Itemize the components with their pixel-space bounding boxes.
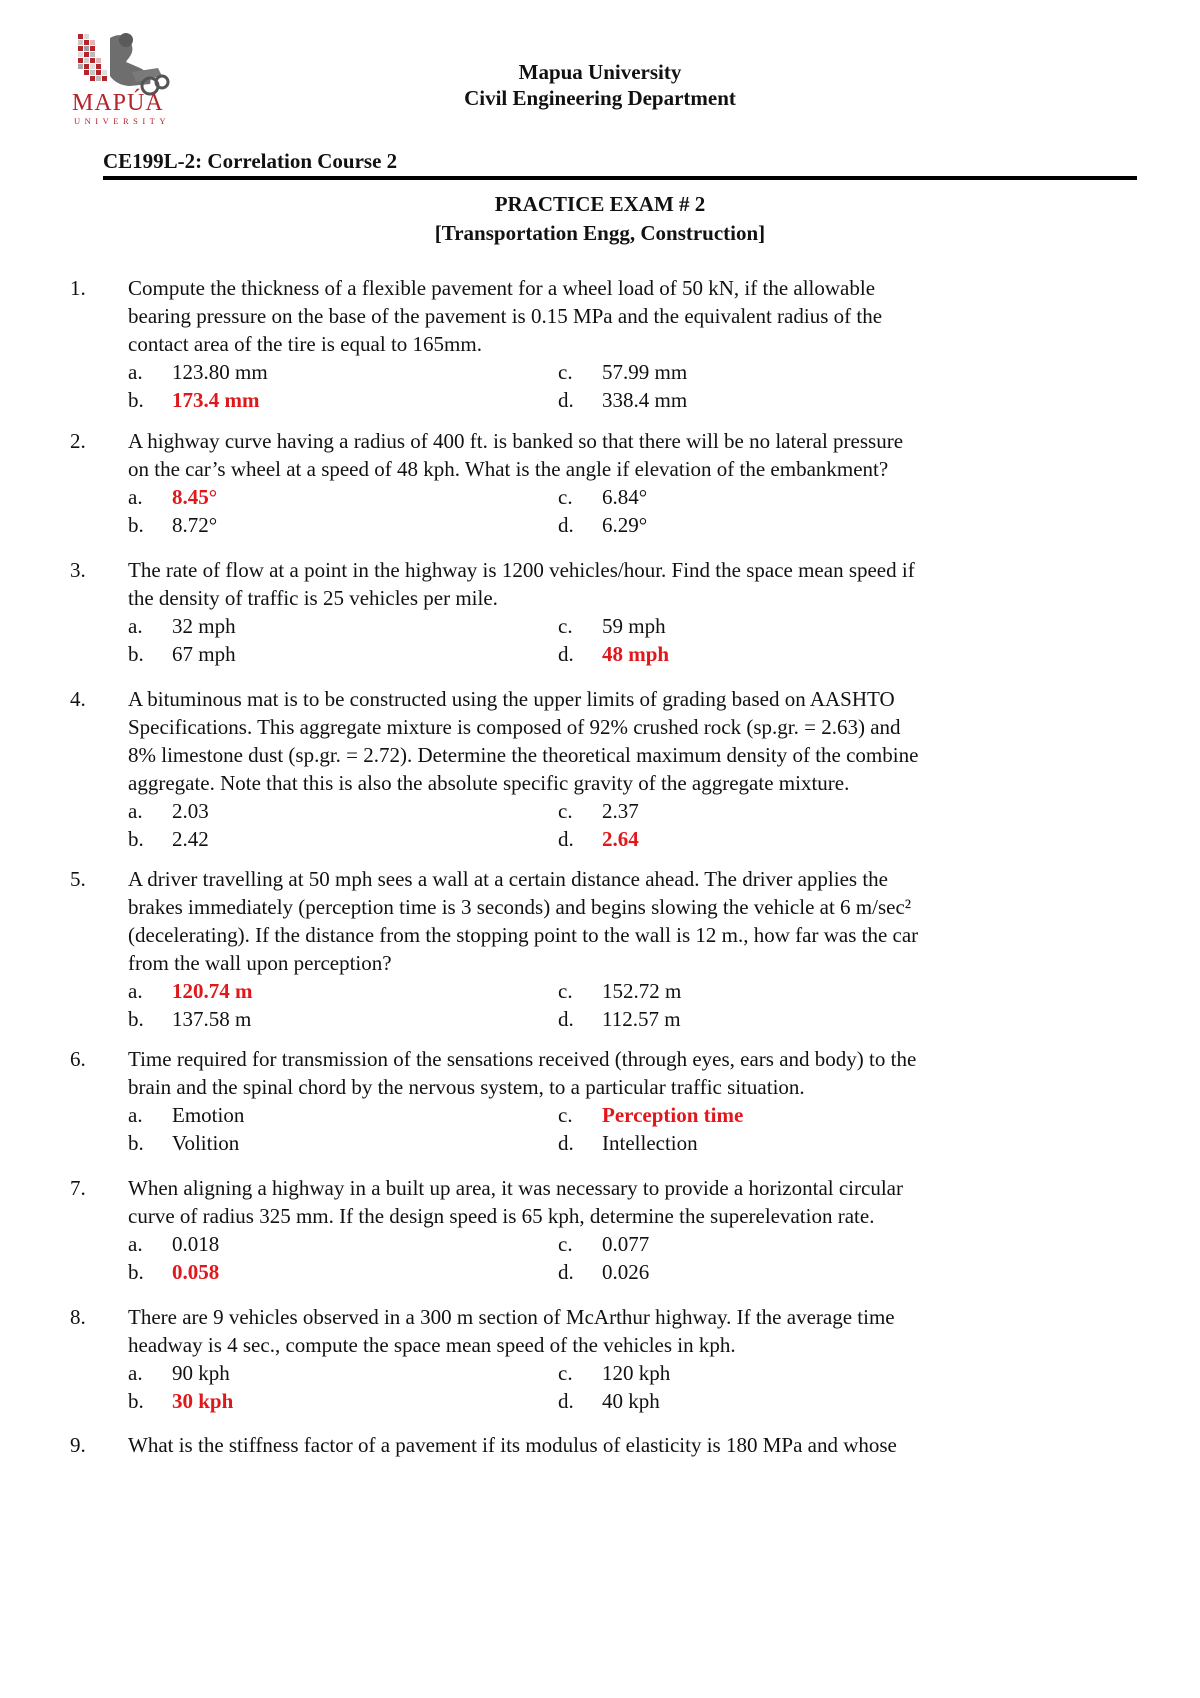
choice-letter: c.	[558, 799, 573, 823]
question-text-line: A driver travelling at 50 mph sees a wall at a certain distance ahead. The driver applies the	[128, 867, 888, 891]
choice-letter: b.	[128, 1260, 144, 1284]
choice-letter: d.	[558, 388, 574, 412]
choice-value: 137.58 m	[172, 1007, 252, 1031]
question-text	[128, 1174, 1118, 1230]
question-text-line: curve of radius 325 mm. If the design speed is 65 kph, determine the superelevation rate.	[128, 1204, 875, 1228]
question-number: 4.	[70, 687, 86, 711]
choice-d	[558, 1005, 681, 1033]
question-2	[70, 427, 1150, 539]
choice-value: 6.84°	[602, 485, 648, 509]
choice-d	[558, 1258, 649, 1286]
choice-c	[558, 483, 647, 511]
question-1	[70, 274, 1150, 414]
choice-letter: b.	[128, 1007, 144, 1031]
exam-subtitle: [Transportation Engg, Construction]	[434, 221, 766, 245]
choice-a	[128, 1230, 219, 1258]
question-text-line: the density of traffic is 25 vehicles per mile.	[128, 586, 498, 610]
choice-value: 90 kph	[172, 1361, 230, 1385]
question-text-line: brain and the spinal chord by the nervous system, to a particular traffic situation.	[128, 1075, 805, 1099]
choice-value: 120.74 m	[172, 979, 253, 1003]
question-6	[70, 1045, 1150, 1157]
answer-choices	[128, 1101, 1150, 1157]
choice-c	[558, 977, 681, 1005]
course-title: CE199L-2: Correlation Course 2	[103, 149, 398, 173]
question-text	[128, 427, 1118, 483]
choice-letter: c.	[558, 614, 573, 638]
choice-a-correct-answer	[128, 977, 253, 1005]
question-text-line: contact area of the tire is equal to 165mm.	[128, 332, 482, 356]
question-text	[128, 865, 1118, 977]
question-text-line: aggregate. Note that this is also the absolute specific gravity of the aggregate mixture.	[128, 771, 850, 795]
logo-wordmark: MAPÚA	[72, 90, 164, 116]
answer-choices	[128, 483, 1150, 539]
exam-title: PRACTICE EXAM # 2	[494, 192, 706, 216]
choice-value: 59 mph	[602, 614, 666, 638]
choice-letter: d.	[558, 1260, 574, 1284]
question-number: 1.	[70, 276, 86, 300]
question-text-line: When aligning a highway in a built up area, it was necessary to provide a horizontal circular	[128, 1176, 903, 1200]
choice-value: 0.077	[602, 1232, 650, 1256]
question-text	[128, 1431, 1118, 1459]
choice-value: 2.03	[172, 799, 209, 823]
choice-letter: a.	[128, 1232, 143, 1256]
choice-a-correct-answer	[128, 483, 217, 511]
choice-letter: a.	[128, 614, 143, 638]
choice-value: Intellection	[602, 1131, 698, 1155]
question-number: 9.	[70, 1433, 86, 1457]
question-5	[70, 865, 1150, 1033]
answer-choices	[128, 358, 1150, 414]
choice-c	[558, 1230, 649, 1258]
choice-value: Perception time	[602, 1103, 744, 1127]
choice-value: 112.57 m	[602, 1007, 681, 1031]
choice-d-correct-answer	[558, 640, 669, 668]
choice-b-correct-answer	[128, 386, 260, 414]
choice-letter: b.	[128, 827, 144, 851]
choice-value: 48 mph	[602, 642, 670, 666]
choice-value: 32 mph	[172, 614, 236, 638]
answer-choices	[128, 612, 1150, 668]
choice-value: 0.058	[172, 1260, 220, 1284]
choice-letter: d.	[558, 642, 574, 666]
question-8	[70, 1303, 1150, 1415]
choice-letter: c.	[558, 485, 573, 509]
question-number: 6.	[70, 1047, 86, 1071]
question-text	[128, 1045, 1118, 1101]
choice-letter: c.	[558, 979, 573, 1003]
choice-a	[128, 1359, 230, 1387]
question-number: 5.	[70, 867, 86, 891]
question-number: 8.	[70, 1305, 86, 1329]
choice-c-correct-answer	[558, 1101, 743, 1129]
question-text-line: Compute the thickness of a flexible pavement for a wheel load of 50 kN, if the allowable	[128, 276, 876, 300]
question-number: 7.	[70, 1176, 86, 1200]
choice-value: 0.026	[602, 1260, 650, 1284]
question-text-line: 8% limestone dust (sp.gr. = 2.72). Determine the theoretical maximum density of the combine	[128, 743, 919, 767]
answer-choices	[128, 1230, 1150, 1286]
choice-letter: a.	[128, 485, 143, 509]
choice-letter: d.	[558, 1007, 574, 1031]
header-divider	[103, 176, 1137, 180]
choice-value: 40 kph	[602, 1389, 660, 1413]
choice-a	[128, 797, 209, 825]
question-text-line: A bituminous mat is to be constructed using the upper limits of grading based on AASHTO	[128, 687, 895, 711]
choice-value: 152.72 m	[602, 979, 682, 1003]
choice-value: 2.42	[172, 827, 209, 851]
choice-b-correct-answer	[128, 1258, 219, 1286]
choice-value: 0.018	[172, 1232, 220, 1256]
choice-letter: a.	[128, 979, 143, 1003]
choice-value: Emotion	[172, 1103, 245, 1127]
choice-d	[558, 386, 687, 414]
choice-value: 8.72°	[172, 513, 218, 537]
question-4	[70, 685, 1150, 853]
choice-value: 6.29°	[602, 513, 648, 537]
choice-letter: a.	[128, 360, 143, 384]
question-7	[70, 1174, 1150, 1286]
question-number: 3.	[70, 558, 86, 582]
question-text	[128, 274, 1118, 358]
choice-letter: b.	[128, 1131, 144, 1155]
choice-b	[128, 640, 236, 668]
question-text-line: on the car’s wheel at a speed of 48 kph. What is the angle if elevation of the embankment?	[128, 457, 889, 481]
answer-choices	[128, 1359, 1150, 1415]
choice-letter: a.	[128, 1361, 143, 1385]
question-text-line: The rate of flow at a point in the highway is 1200 vehicles/hour. Find the space mean speed if	[128, 558, 915, 582]
question-text-line: bearing pressure on the base of the pavement is 0.15 MPa and the equivalent radius of the	[128, 304, 883, 328]
answer-choices	[128, 977, 1150, 1033]
choice-letter: c.	[558, 1232, 573, 1256]
choice-d-correct-answer	[558, 825, 639, 853]
choice-letter: d.	[558, 513, 574, 537]
choice-letter: c.	[558, 1103, 573, 1127]
choice-b	[128, 1005, 251, 1033]
question-text-line: Specifications. This aggregate mixture is composed of 92% crushed rock (sp.gr. = 2.63) and	[128, 715, 901, 739]
choice-d	[558, 511, 647, 539]
choice-value: 120 kph	[602, 1361, 671, 1385]
choice-d	[558, 1387, 660, 1415]
question-3	[70, 556, 1150, 668]
choice-value: 2.37	[602, 799, 639, 823]
choice-letter: c.	[558, 360, 573, 384]
question-text-line: A highway curve having a radius of 400 ft. is banked so that there will be no lateral pressure	[128, 429, 904, 453]
question-text	[128, 685, 1118, 797]
choice-letter: c.	[558, 1361, 573, 1385]
choice-letter: a.	[128, 1103, 143, 1127]
choice-letter: b.	[128, 513, 144, 537]
choice-b-correct-answer	[128, 1387, 233, 1415]
question-text	[128, 1303, 1118, 1359]
choice-a	[128, 1101, 244, 1129]
choice-value: Volition	[172, 1131, 240, 1155]
choice-value: 338.4 mm	[602, 388, 688, 412]
question-text-line: (decelerating). If the distance from the stopping point to the wall is 12 m., how far was the car	[128, 923, 919, 947]
choice-b	[128, 825, 209, 853]
choice-value: 30 kph	[172, 1389, 234, 1413]
choice-value: 173.4 mm	[172, 388, 260, 412]
question-9	[70, 1431, 1150, 1459]
choice-value: 67 mph	[172, 642, 236, 666]
choice-b	[128, 1129, 239, 1157]
department-name: Civil Engineering Department	[464, 86, 736, 110]
choice-d	[558, 1129, 698, 1157]
choice-a	[128, 612, 236, 640]
choice-letter: b.	[128, 642, 144, 666]
choice-c	[558, 612, 666, 640]
choice-c	[558, 358, 687, 386]
choice-c	[558, 797, 639, 825]
choice-value: 57.99 mm	[602, 360, 688, 384]
question-text-line: There are 9 vehicles observed in a 300 m section of McArthur highway. If the average time	[128, 1305, 895, 1329]
choice-letter: d.	[558, 1131, 574, 1155]
question-text	[128, 556, 1118, 612]
choice-value: 2.64	[602, 827, 639, 851]
choice-b	[128, 511, 217, 539]
choice-letter: b.	[128, 1389, 144, 1413]
question-text-line: from the wall upon perception?	[128, 951, 392, 975]
question-text-line: Time required for transmission of the sensations received (through eyes, ears and body) to the	[128, 1047, 917, 1071]
choice-a	[128, 358, 268, 386]
choice-letter: b.	[128, 388, 144, 412]
choice-c	[558, 1359, 670, 1387]
choice-letter: d.	[558, 827, 574, 851]
question-text-line: brakes immediately (perception time is 3 seconds) and begins slowing the vehicle at 6 m/sec²	[128, 895, 912, 919]
choice-value: 8.45°	[172, 485, 218, 509]
question-number: 2.	[70, 429, 86, 453]
choice-letter: d.	[558, 1389, 574, 1413]
logo-subtext: UNIVERSITY	[74, 116, 170, 126]
answer-choices	[128, 797, 1150, 853]
choice-letter: a.	[128, 799, 143, 823]
question-text-line: What is the stiffness factor of a pavement if its modulus of elasticity is 180 MPa and whose	[128, 1433, 897, 1457]
choice-value: 123.80 mm	[172, 360, 268, 384]
university-name: Mapua University	[518, 60, 682, 84]
question-text-line: headway is 4 sec., compute the space mean speed of the vehicles in kph.	[128, 1333, 736, 1357]
